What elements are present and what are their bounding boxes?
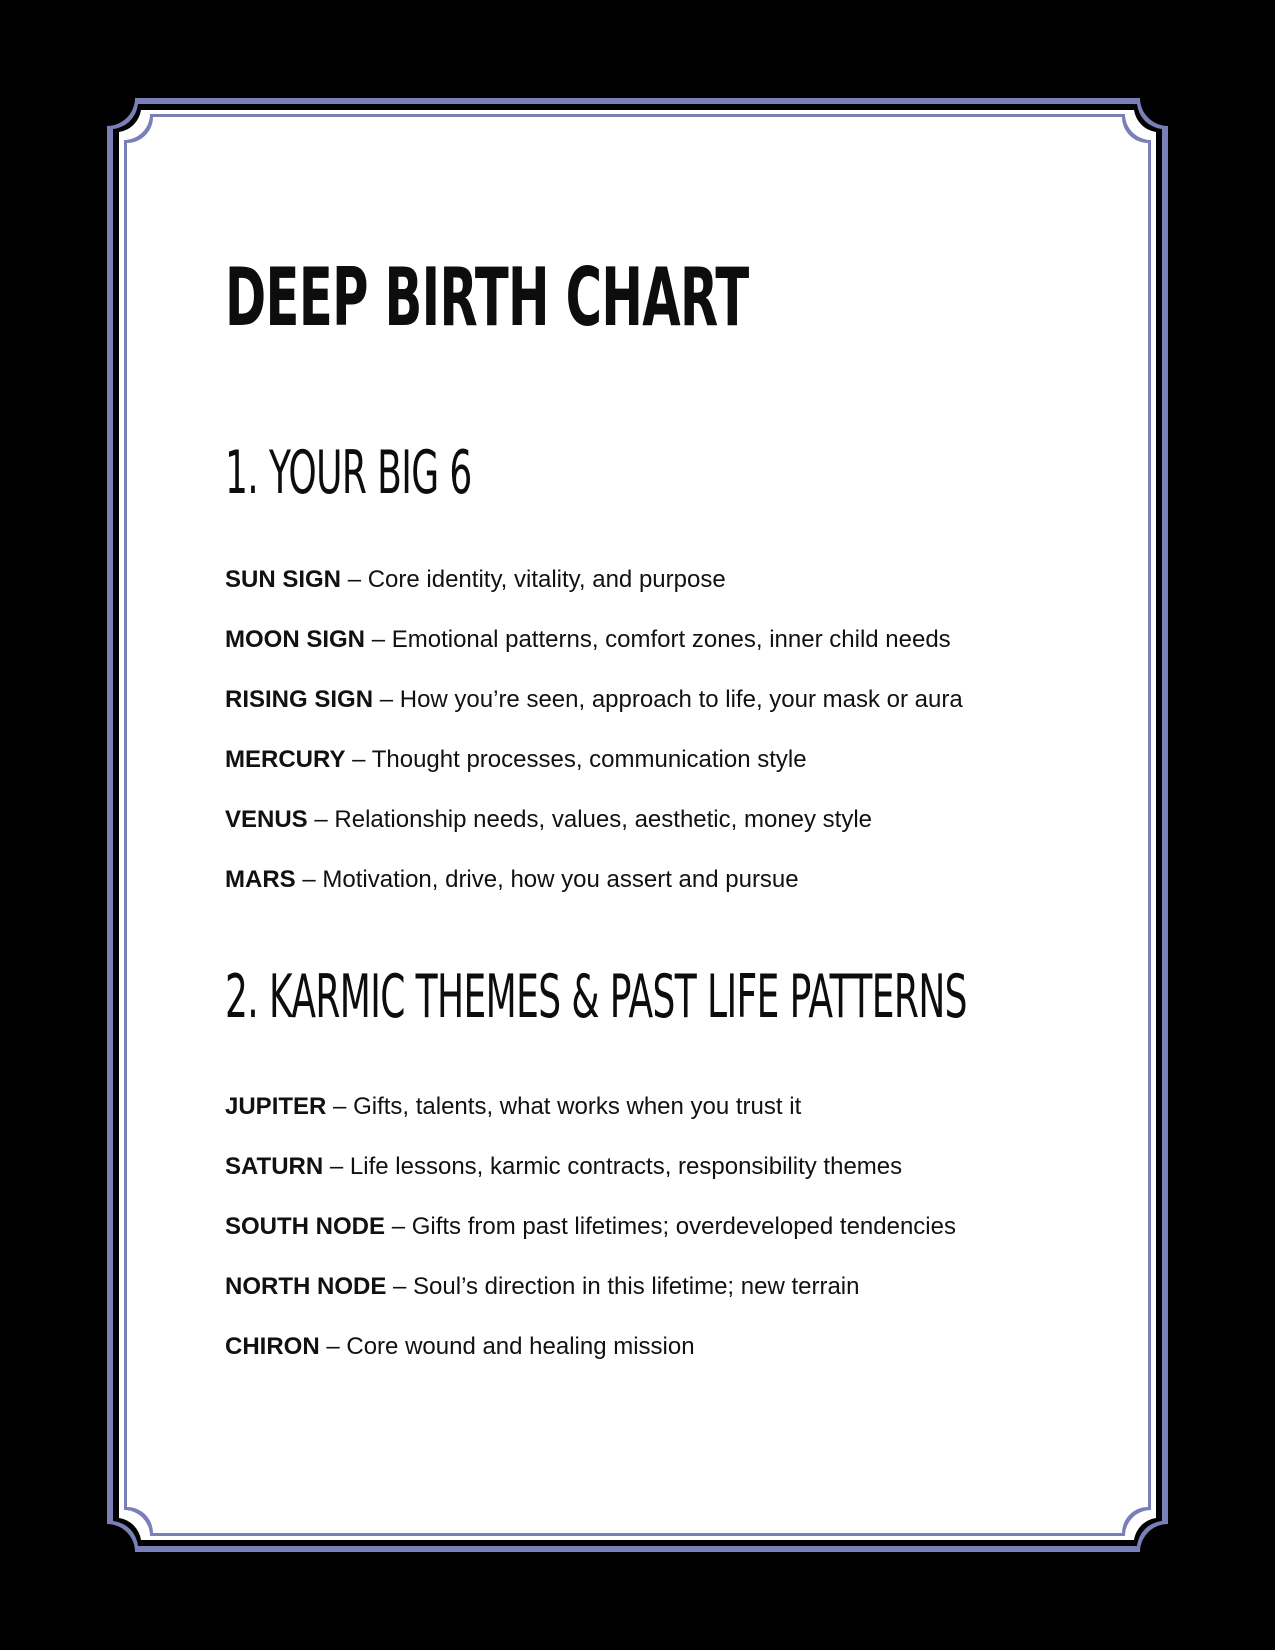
item-term: CHIRON (225, 1333, 320, 1360)
item-description: Gifts, talents, what works when you trust it (353, 1093, 802, 1120)
list-item (225, 1207, 956, 1267)
item-separator: – (352, 746, 366, 773)
item-description: Soul’s direction in this lifetime; new terrain (413, 1273, 860, 1300)
item-separator: – (329, 1153, 344, 1180)
item-term: MARS (225, 866, 296, 893)
item-term: NORTH NODE (225, 1273, 387, 1300)
item-term: MOON SIGN (225, 626, 366, 653)
item-separator: – (391, 1213, 406, 1240)
item-description: Gifts from past lifetimes; overdeveloped tendencies (411, 1213, 956, 1240)
item-description: How you’re seen, approach to life, your mask or aura (399, 686, 963, 713)
item-term: SUN SIGN (225, 566, 342, 593)
list-item (225, 740, 963, 800)
list-item (225, 800, 963, 860)
item-separator: – (326, 1333, 340, 1360)
item-separator: – (393, 1273, 407, 1300)
list-item (225, 1087, 956, 1147)
section-heading-big-6: 1. YOUR BIG 6 (225, 438, 472, 508)
item-separator: – (314, 806, 328, 833)
item-term: JUPITER (225, 1093, 327, 1120)
document-title: DEEP BIRTH CHART (225, 251, 749, 344)
list-item (225, 860, 963, 920)
item-description: Life lessons, karmic contracts, responsibility themes (349, 1153, 903, 1180)
item-term: MERCURY (225, 746, 346, 773)
item-term: SOUTH NODE (225, 1213, 386, 1240)
item-description: Relationship needs, values, aesthetic, money style (334, 806, 873, 833)
item-description: Thought processes, communication style (371, 746, 807, 773)
item-description: Motivation, drive, how you assert and pursue (322, 866, 799, 893)
list-item (225, 680, 963, 740)
item-description: Core identity, vitality, and purpose (367, 566, 726, 593)
list-item (225, 1327, 956, 1387)
item-description: Core wound and healing mission (346, 1333, 695, 1360)
list-item (225, 620, 963, 680)
item-term: VENUS (225, 806, 308, 833)
item-term: SATURN (225, 1153, 324, 1180)
section-heading-karmic-themes: 2. KARMIC THEMES & PAST LIFE PATTERNS (225, 962, 967, 1032)
item-separator: – (347, 566, 362, 593)
list-item (225, 1267, 956, 1327)
big-6-list (225, 560, 963, 920)
item-separator: – (379, 686, 394, 713)
item-separator: – (302, 866, 316, 893)
karmic-themes-list (225, 1087, 956, 1387)
list-item (225, 1147, 956, 1207)
item-description: Emotional patterns, comfort zones, inner child needs (391, 626, 951, 653)
list-item (225, 560, 963, 620)
item-separator: – (371, 626, 386, 653)
item-term: RISING SIGN (225, 686, 374, 713)
item-separator: – (333, 1093, 347, 1120)
